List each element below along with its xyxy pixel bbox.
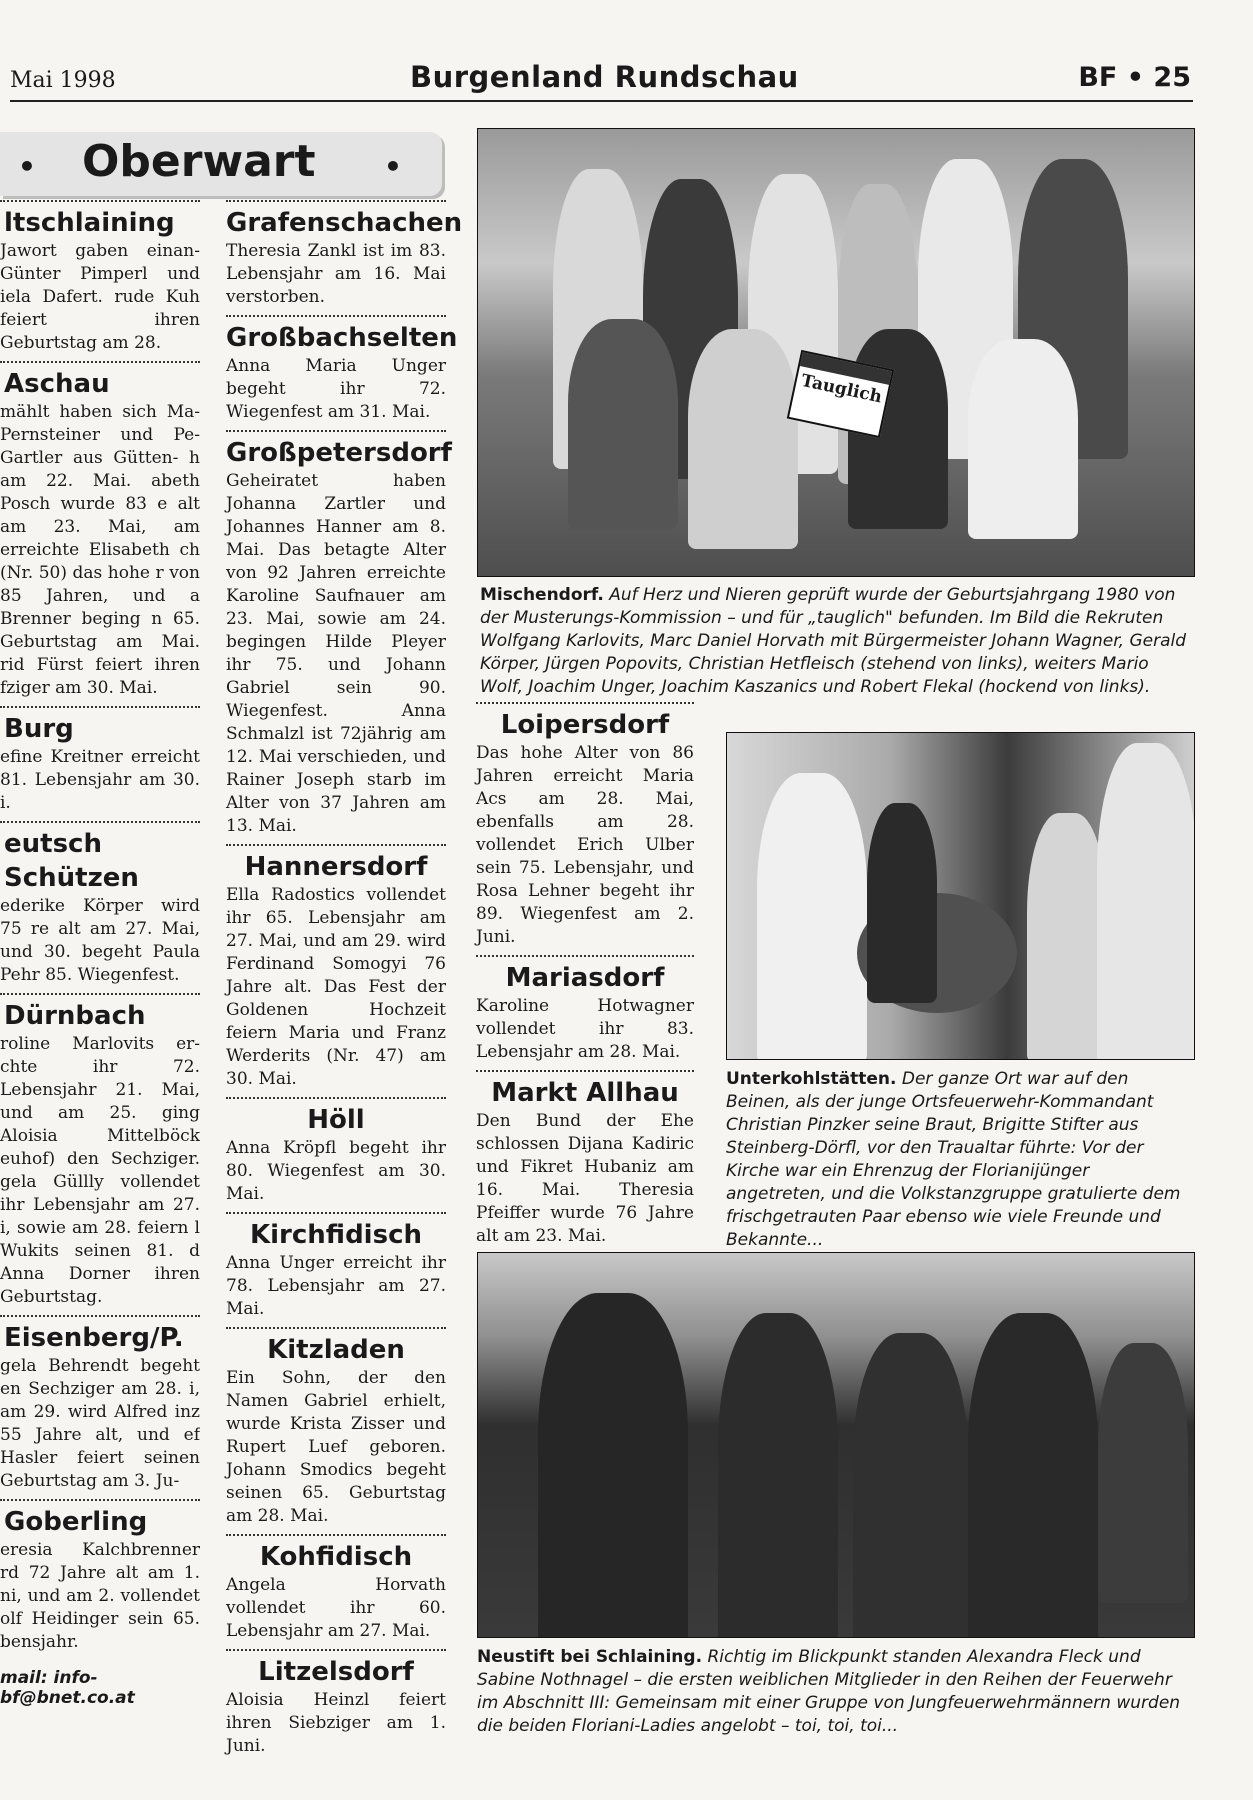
person-figure (968, 1313, 1098, 1638)
person-figure (568, 319, 678, 529)
column-right (476, 702, 694, 1248)
news-item (226, 430, 452, 838)
caption-neustift (477, 1646, 1193, 1738)
bullet-icon: • (384, 150, 402, 183)
item-place: Goberling (4, 1507, 148, 1537)
item-text: Anna Unger erreicht ihr 78. Lebensjahr am 27. Mai. (226, 1253, 446, 1319)
item-text: Angela Horvath vollendet ihr 60. Lebensjahr am 27. Mai. (226, 1575, 446, 1641)
item-text: Den Bund der Ehe schlossen Dijana Kadiric und Fikret Hubaniz am 16. Mai. Theresia Pfeiffer wurde 76 Jahre alt am 23. Mai. (476, 1111, 694, 1246)
person-figure (968, 339, 1078, 539)
news-item (0, 706, 200, 815)
item-place: Mariasdorf (505, 963, 665, 993)
item-text: mählt haben sich Ma- Pernsteiner und Pe- Gartler aus Gütten- h am 22. Mai. abeth Posch wurde 83 e alt am 23. Mai, am erreichte Elisabeth ch (Nr. 50) das hohe r von 85 Jahren, und a Brenner beging n 65. Geburtstag am Mai. rid Fürst feiert ihren fziger am 30. Mai. (0, 402, 200, 698)
caption-unterkohlstaetten (726, 1068, 1194, 1252)
item-place: Litzelsdorf (258, 1657, 414, 1687)
news-item (476, 1070, 694, 1248)
column-middle (226, 200, 463, 1758)
item-text: Karoline Hotwagner vollendet ihr 83. Lebensjahr am 28. Mai. (476, 996, 694, 1062)
photo-recruits (477, 128, 1195, 577)
newspaper-title: Burgenland Rundschau (410, 60, 799, 94)
caption-text: Richtig im Blickpunkt standen Alexandra Fleck und Sabine Nothnagel – die ersten weiblichen Mitglieder in den Reihen der Feuerwehr im Abschnitt III: Gemeinsam mit einer Gruppe von Jungfeuerwehrmännern wurden die beiden Floriani-Ladies angelobt – toi, toi, toi... (477, 1647, 1181, 1736)
news-item (476, 955, 694, 1064)
item-place: Burg (4, 714, 74, 744)
item-text: eresia Kalchbrenner rd 72 Jahre alt am 1. ni, und am 2. vollendet olf Heidinger sein 65. bensjahr. (0, 1540, 200, 1652)
caption-place: Neustift bei Schlaining. (477, 1647, 703, 1667)
item-text: Ein Sohn, der den Namen Gabriel erhielt, wurde Krista Zisser und Rupert Luef geboren. Johann Smodics begeht seinen 65. Geburtstag am 28. Mai. (226, 1368, 446, 1526)
person-figure (688, 329, 798, 549)
person-figure (867, 803, 937, 1003)
item-text: Theresia Zankl ist im 83. Lebensjahr am 16. Mai verstorben. (226, 241, 446, 307)
column-left (0, 200, 200, 1708)
item-text: Ella Radostics vollendet ihr 65. Lebensjahr am 27. Mai, und am 29. wird Ferdinand Somogyi 76 Jahre alt. Das Fest der Goldenen Hochzeit feiern Maria und Franz Werderits (Nr. 47) am 30. Mai. (226, 885, 446, 1089)
person-figure (538, 1293, 688, 1638)
caption-text: Der ganze Ort war auf den Beinen, als der junge Ortsfeuerwehr-Kommandant Christian Pinzker seine Braut, Brigitte Stifter aus Steinberg-Dörfl, vor den Traualtar führte: Vor der Kirche war ein Ehrenzug der Florianijünger angetreten, und die Volkstanzgruppe gratulierte dem frischgetrauten Paar ebenso wie viele Freunde und Bekannte... (726, 1069, 1181, 1250)
photo-firefighters (477, 1252, 1195, 1638)
news-item (226, 844, 446, 1091)
news-item (0, 1499, 200, 1654)
item-place: Grafenschachen (226, 208, 463, 238)
item-text: Anna Kröpfl begeht ihr 80. Wiegenfest am 30. Mai. (226, 1138, 446, 1204)
bride-figure (757, 773, 867, 1060)
item-place: Hannersdorf (244, 852, 428, 882)
news-item (226, 1649, 446, 1758)
news-item (0, 993, 200, 1309)
page-number: BF • 25 (1078, 62, 1191, 93)
item-text: Jawort gaben einan- Günter Pimperl und iela Dafert. rude Kuh feiert ihren Geburtstag am 28. (0, 241, 200, 353)
person-figure (853, 1333, 968, 1638)
item-place: eutsch Schützen (4, 829, 139, 893)
caption-text: Auf Herz und Nieren geprüft wurde der Geburtsjahrgang 1980 von der Musterungs-Kommission – und für „tauglich" befunden. Im Bild die Rekruten Wolfgang Karlovits, Marc Daniel Horvath mit Bürgermeister Johann Wagner, Gerald Körper, Jürgen Popovits, Christian Hetfleisch (stehend von links), weiters Mario Wolf, Joachim Unger, Joachim Kaszanics und Robert Flekal (hockend von links). (480, 585, 1186, 697)
contact-email: mail: info-bf@bnet.co.at (0, 1668, 135, 1708)
person-figure (1097, 743, 1195, 1060)
item-place: Loipersdorf (500, 710, 670, 740)
section-banner (0, 132, 442, 196)
item-place: Dürnbach (4, 1001, 146, 1031)
tauglich-sign: Tauglich (787, 350, 894, 438)
caption-mischendorf (480, 584, 1192, 699)
item-place: Eisenberg/P. (4, 1323, 184, 1353)
news-item (226, 315, 458, 424)
news-item (0, 1315, 200, 1493)
photo-wedding (726, 732, 1195, 1060)
item-place: Kitzladen (267, 1335, 405, 1365)
news-item (226, 1327, 446, 1528)
item-text: Geheiratet haben Johanna Zartler und Johannes Hanner am 8. Mai. Das betagte Alter von 92 Jahren erreichte Karoline Saufnauer am 23. Mai, sowie am 24. begingen Hilde Pleyer ihr 75. und Johann Gabriel sein 90. Wiegenfest. Anna Schmalzl ist 72jährig am 12. Mai verschieden, und Rainer Joseph starb im Alter von 37 Jahren am 13. Mai. (226, 471, 446, 836)
item-text: roline Marlovits er- chte ihr 72. Lebensjahr 21. Mai, und am 25. ging Aloisia Mittelböck euhof) den Sechziger. gela Güllly vollendet ihr Lebensjahr am 27. i, sowie am 28. feiern l Wukits seinen 81. d Anna Dorner ihren Geburtstag. (0, 1034, 200, 1307)
bullet-icon: • (18, 150, 36, 183)
item-text: Aloisia Heinzl feiert ihren Siebziger am 1. Juni. (226, 1690, 446, 1756)
item-place: Markt Allhau (491, 1078, 679, 1108)
item-place: Aschau (4, 369, 110, 399)
header-rule (10, 100, 1193, 102)
news-item (226, 1097, 446, 1206)
news-item (476, 702, 694, 949)
news-item (226, 200, 463, 309)
item-place: Höll (307, 1105, 365, 1135)
item-place: Großpetersdorf (226, 438, 452, 468)
news-item (0, 821, 200, 987)
item-text: efine Kreitner erreicht 81. Lebensjahr am 30. i. (0, 747, 200, 813)
caption-place: Mischendorf. (480, 585, 604, 605)
news-item (226, 1212, 446, 1321)
item-text: Das hohe Alter von 86 Jahren erreicht Maria Acs am 28. Mai, ebenfalls am 28. vollendet Erich Ulber sein 75. Lebensjahr, und Rosa Lehner begeht ihr 89. Wiegenfest am 2. Juni. (476, 743, 694, 947)
news-item (0, 361, 200, 700)
item-place: ltschlaining (4, 208, 175, 238)
item-text: Anna Maria Unger begeht ihr 72. Wiegenfest am 31. Mai. (226, 356, 446, 422)
item-text: gela Behrendt begeht en Sechziger am 28. i, am 29. wird Alfred inz 55 Jahre alt, und ef Hasler feiert seinen Geburtstag am 3. Ju- (0, 1356, 200, 1491)
person-figure (1098, 1343, 1188, 1603)
news-item (0, 200, 200, 355)
item-place: Großbachselten (226, 323, 458, 353)
item-text: ederike Körper wird 75 re alt am 27. Mai, und 30. begeht Paula Pehr 85. Wiegenfest. (0, 896, 200, 985)
header-date: Mai 1998 (10, 68, 116, 93)
section-title: Oberwart (82, 136, 316, 187)
news-item (226, 1534, 446, 1643)
caption-place: Unterkohlstätten. (726, 1069, 897, 1089)
item-place: Kirchfidisch (250, 1220, 422, 1250)
person-figure (718, 1313, 838, 1638)
person-figure (1027, 813, 1107, 1060)
item-place: Kohfidisch (259, 1542, 413, 1572)
